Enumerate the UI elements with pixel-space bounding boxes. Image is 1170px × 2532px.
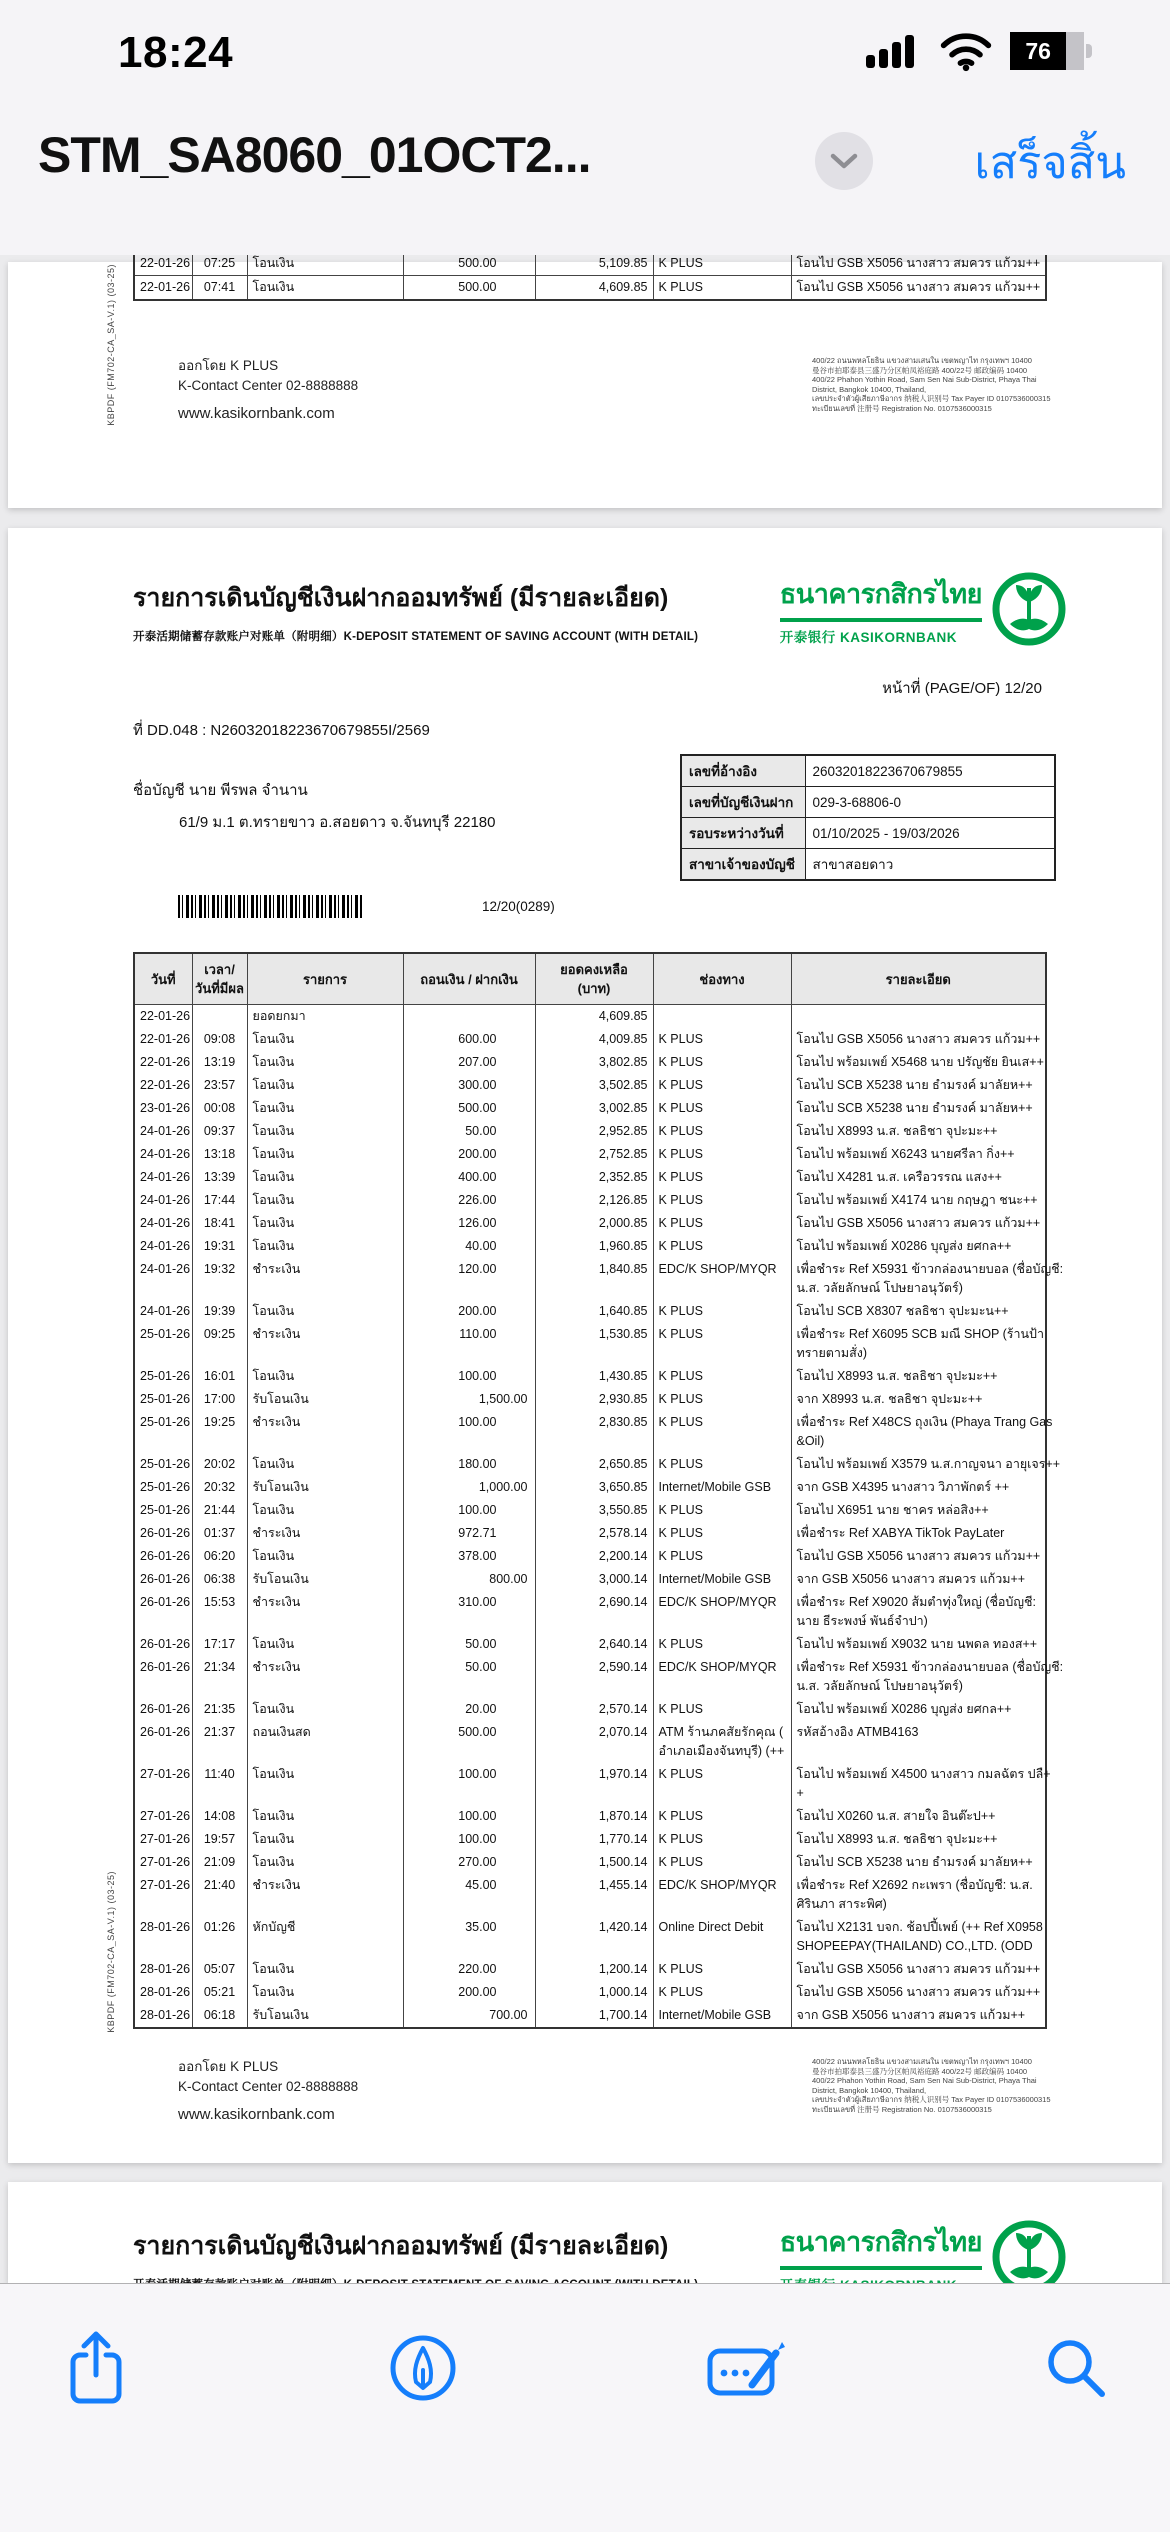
table-row: 27-01-26 21:40 ชำระเงิน 45.00 1,455.14 EDC/K SHOP/MYQR เพื่อชำระ Ref X2692 กะเพรา (ชื่อบัญชี: น.ส. ศิรินภา สาระพิศ) [134,1874,1046,1916]
barcode [178,895,362,918]
share-button[interactable] [58,2326,134,2410]
table-row: 26-01-26 21:37 ถอนเงินสด 500.00 2,070.14 ATM ร้านภคสัยรักคุณ ( อำเภอเมืองจันทบุรี) (++ รหัสอ้างอิง ATMB4163 [134,1721,1046,1763]
battery-icon [1010,31,1094,71]
document-title: STM_SA8060_01OCT2... [38,127,591,183]
table-row: 24-01-26 19:39 โอนเงิน 200.00 1,640.85 K PLUS โอนไป SCB X8307 ชลธิชา จุปะมะน++ [134,1300,1046,1323]
column-header: รายละเอียด [791,953,1046,1005]
table-row: 28-01-26 05:07 โอนเงิน 220.00 1,200.14 K PLUS โอนไป GSB X5056 นางสาว สมควร แก้วม++ [134,1958,1046,1981]
contact-center: K-Contact Center 02-8888888 [178,2079,359,2094]
statement-footer [8,356,1162,422]
table-row: 24-01-26 09:37 โอนเงิน 50.00 2,952.85 K PLUS โอนไป X8993 น.ส. ชลธิชา จุปะมะ++ [134,1120,1046,1143]
battery-percent: 76 [1010,32,1066,70]
table-row: 24-01-26 13:18 โอนเงิน 200.00 2,752.85 K PLUS โอนไป พร้อมเพย์ X6243 นายศรีลา กิ่ง++ [134,1143,1046,1166]
kasikornbank-emblem-icon [992,572,1066,646]
column-header: ช่องทาง [653,953,791,1005]
table-row: 22-01-26 07:41 โอนเงิน 500.00 4,609.85 K PLUS โอนไป GSB X5056 นางสาว สมควร แก้วม++ [134,276,1046,301]
statement-table-page11 [133,250,1047,301]
top-chrome [0,0,1170,255]
form-code-vertical: KBPDF (FM702-CA_SA-V.1) (03-25) [106,264,116,426]
fill-sign-button[interactable] [711,2326,787,2410]
account-info-row: รอบระหว่างวันที่ 01/10/2025 - 19/03/2026 [681,818,1055,849]
form-code-vertical: KBPDF (FM702-CA_SA-V.1) (03-25) [106,1871,116,2033]
table-row: 25-01-26 09:25 ชำระเงิน 110.00 1,530.85 K PLUS เพื่อชำระ Ref X6095 SCB มณี SHOP (ร้านป้า ทรายตามสั่ง) [134,1323,1046,1365]
share-icon [64,2329,128,2407]
kasikornbank-logo [780,572,1066,646]
table-row: 25-01-26 20:02 โอนเงิน 180.00 2,650.85 K PLUS โอนไป พร้อมเพย์ X3579 น.ส.กาญจนา อายุเจร++ [134,1453,1046,1476]
table-row: 23-01-26 00:08 โอนเงิน 500.00 3,002.85 K PLUS โอนไป SCB X5238 นาย ธำมรงค์ มาลัยห++ [134,1097,1046,1120]
table-row: 22-01-26 ยอดยกมา 4,609.85 [134,1005,1046,1029]
table-row: 26-01-26 06:20 โอนเงิน 378.00 2,200.14 K PLUS โอนไป GSB X5056 นางสาว สมควร แก้วม++ [134,1545,1046,1568]
markup-pen-icon [387,2332,459,2404]
pdf-page-13 [8,2182,1162,2283]
bottom-toolbar [0,2283,1170,2532]
bank-address-fineprint: 400/22 ถนนพหลโยธิน แขวงสามเสนใน เขตพญาไท กรุงเทพฯ 10400 曼谷市拍耶泰县三盛乃分区帕凤裕庭路 400/22号 邮政编码 10400 400/22 Phahon Yothin Road, Sam Sen Nai Sub-District, Phaya Thai District, Bangkok 10400, Thailand, เลขประจำตัวผู้เสียภาษีอากร 纳税人识别号 Tax Payer ID 0107536000315 ทะเบียนเลขที่ 注册号 Registration No. 0107536000315 [812,2057,1051,2114]
bank-website: www.kasikornbank.com [178,405,335,422]
table-row: 26-01-26 06:38 รับโอนเงิน 800.00 3,000.14 Internet/Mobile GSB จาก GSB X5056 นางสาว สมควร แก้วม++ [134,1568,1046,1591]
table-row: 25-01-26 21:44 โอนเงิน 100.00 3,550.85 K PLUS โอนไป X6951 นาย ชาคร หล่อสิง++ [134,1499,1046,1522]
bank-address-fineprint: 400/22 ถนนพหลโยธิน แขวงสามเสนใน เขตพญาไท กรุงเทพฯ 10400 曼谷市拍耶泰县三盛乃分区帕凤裕庭路 400/22号 邮政编码 10400 400/22 Phahon Yothin Road, Sam Sen Nai Sub-District, Phaya Thai District, Bangkok 10400, Thailand, เลขประจำตัวผู้เสียภาษีอากร 纳税人识别号 Tax Payer ID 0107536000315 ทะเบียนเลขที่ 注册号 Registration No. 0107536000315 [812,356,1051,413]
search-button[interactable] [1038,2326,1114,2410]
column-header: ยอดคงเหลือ (บาท) [535,953,653,1005]
nav-bar [0,100,1170,255]
bank-website: www.kasikornbank.com [178,2106,335,2123]
transactions-table [133,952,1064,2029]
page-of-label: หน้าที่ (PAGE/OF) 12/20 [882,680,1042,697]
table-row: 26-01-26 01:37 ชำระเงิน 972.71 2,578.14 K PLUS เพื่อชำระ Ref XABYA TikTok PayLater [134,1522,1046,1545]
bank-name-en: 开泰银行 KASIKORNBANK [779,630,958,645]
account-info-table [680,754,1056,881]
table-row: 27-01-26 11:40 โอนเงิน 100.00 1,970.14 K PLUS โอนไป พร้อมเพย์ X4500 นางสาว กมลฉัตร ปลื+ + [134,1763,1046,1805]
table-row: 25-01-26 20:32 รับโอนเงิน 1,000.00 3,650.85 Internet/Mobile GSB จาก GSB X4395 นางสาว วิภาพักตร์ ++ [134,1476,1046,1499]
account-holder-block [133,754,496,881]
table-row: 24-01-26 18:41 โอนเงิน 126.00 2,000.85 K PLUS โอนไป GSB X5056 นางสาว สมควร แก้วม++ [134,1212,1046,1235]
markup-button[interactable] [385,2326,461,2410]
table-row: 24-01-26 13:39 โอนเงิน 400.00 2,352.85 K PLUS โอนไป X4281 น.ส. เครือวรรณ แสง++ [134,1166,1046,1189]
statement-subtitle: 开泰活期储蓄存款账户对账单（附明细）K-DEPOSIT STATEMENT OF SAVING ACCOUNT (WITH DETAIL) [133,631,699,643]
account-info-row: สาขาเจ้าของบัญชี สาขาสอยดาว [681,849,1055,881]
chevron-down-icon [829,151,859,171]
table-row: 24-01-26 19:31 โอนเงิน 40.00 1,960.85 K PLUS โอนไป พร้อมเพย์ X0286 บุญส่ง ยศกล++ [134,1235,1046,1258]
table-row: 22-01-26 13:19 โอนเงิน 207.00 3,802.85 K PLUS โอนไป พร้อมเพย์ X5468 นาย ปรัญชัย ยินเส++ [134,1051,1046,1074]
wifi-icon [938,30,994,72]
account-info-row: เลขที่บัญชีเงินฝาก 029-3-68806-0 [681,787,1055,818]
table-row: 28-01-26 01:26 หักบัญชี 35.00 1,420.14 Online Direct Debit โอนไป X2131 บจก. ช้อปปี้เพย์ (++ Ref X0958 SHOPEEPAY(THAILAND) CO.,LTD. (ODD [134,1916,1046,1958]
pdf-page-11 [8,256,1162,508]
title-menu-button[interactable] [815,132,873,190]
signature-form-icon [706,2333,792,2403]
statement-title: รายการเดินบัญชีเงินฝากออมทรัพย์ (มีรายละเอียด) [133,584,669,612]
table-row: 28-01-26 05:21 โอนเงิน 200.00 1,000.14 K PLUS โอนไป GSB X5056 นางสาว สมควร แก้วม++ [134,1981,1046,2004]
pdf-viewer[interactable] [0,255,1170,2283]
issued-by: ออกโดย K PLUS [178,358,279,373]
table-row: 28-01-26 06:18 รับโอนเงิน 700.00 1,700.14 Internet/Mobile GSB จาก GSB X5056 นางสาว สมควร แก้วม++ [134,2004,1046,2028]
table-row: 22-01-26 07:25 โอนเงิน 500.00 5,109.85 K PLUS โอนไป GSB X5056 นางสาว สมควร แก้วม++ [134,251,1046,276]
column-header: เวลา/ วันที่มีผล [192,953,247,1005]
table-row: 26-01-26 21:35 โอนเงิน 20.00 2,570.14 K PLUS โอนไป พร้อมเพย์ X0286 บุญส่ง ยศกล++ [134,1698,1046,1721]
pdf-page-12 [8,528,1162,2163]
status-time: 18:24 [118,28,234,77]
bank-name-thai: ธนาคารกสิกรไทย [779,2227,982,2257]
table-row: 22-01-26 09:08 โอนเงิน 600.00 4,009.85 K PLUS โอนไป GSB X5056 นางสาว สมควร แก้วม++ [134,1028,1046,1051]
table-row: 25-01-26 19:25 ชำระเงิน 100.00 2,830.85 K PLUS เพื่อชำระ Ref X48CS ถุงเงิน (Phaya Trang Gas &Oil) [134,1411,1046,1453]
account-holder-name: ชื่อบัญชี นาย พีรพล จำนาน [133,782,308,799]
column-header: รายการ [247,953,403,1005]
table-row: 22-01-26 23:57 โอนเงิน 300.00 3,502.85 K PLUS โอนไป SCB X5238 นาย ธำมรงค์ มาลัยห++ [134,1074,1046,1097]
barcode-caption: 12/20(0289) [482,899,555,914]
search-icon [1042,2334,1110,2402]
document-number: ที่ DD.048 : N26032018223670679855I/2569 [133,722,430,739]
table-row: 25-01-26 16:01 โอนเงิน 100.00 1,430.85 K PLUS โอนไป X8993 น.ส. ชลธิชา จุปะมะ++ [134,1365,1046,1388]
table-row: 24-01-26 17:44 โอนเงิน 226.00 2,126.85 K PLUS โอนไป พร้อมเพย์ X4174 นาย กฤษฎา ชนะ++ [134,1189,1046,1212]
table-row: 27-01-26 21:09 โอนเงิน 270.00 1,500.14 K PLUS โอนไป SCB X5238 นาย ธำมรงค์ มาลัยห++ [134,1851,1046,1874]
done-button[interactable]: เสร็จสิ้น [974,137,1126,188]
table-row: 24-01-26 19:32 ชำระเงิน 120.00 1,840.85 EDC/K SHOP/MYQR เพื่อชำระ Ref X5931 ข้าวกล่องนายบอล (ชื่อบัญชี: น.ส. วลัยลักษณ์ โปษยาอนุวัตร์) [134,1258,1046,1300]
status-bar [0,0,1170,100]
column-header: ถอนเงิน / ฝากเงิน [403,953,535,1005]
account-info-row: เลขที่อ้างอิง 26032018223670679855 [681,755,1055,787]
statement-footer [8,2057,1162,2163]
table-row: 26-01-26 17:17 โอนเงิน 50.00 2,640.14 K PLUS โอนไป พร้อมเพย์ X9032 นาย นพดล ทองส++ [134,1633,1046,1656]
cellular-signal-icon [866,31,922,71]
table-row: 27-01-26 14:08 โอนเงิน 100.00 1,870.14 K PLUS โอนไป X0260 น.ส. สายใจ อินต๊ะป++ [134,1805,1046,1828]
table-row: 26-01-26 15:53 ชำระเงิน 310.00 2,690.14 EDC/K SHOP/MYQR เพื่อชำระ Ref X9020 ส้มตำทุ่งใหญ่ (ชื่อบัญชี: นาย ธีระพงษ์ พันธ์จำปา) [134,1591,1046,1633]
table-row: 27-01-26 19:57 โอนเงิน 100.00 1,770.14 K PLUS โอนไป X8993 น.ส. ชลธิชา จุปะมะ++ [134,1828,1046,1851]
contact-center: K-Contact Center 02-8888888 [178,378,359,393]
statement-title: รายการเดินบัญชีเงินฝากออมทรัพย์ (มีรายละเอียด) [133,2232,669,2260]
account-holder-address: 61/9 ม.1 ต.ทรายขาว อ.สอยดาว จ.จันทบุรี 22180 [179,814,496,831]
issued-by: ออกโดย K PLUS [178,2059,279,2074]
table-row: 25-01-26 17:00 รับโอนเงิน 1,500.00 2,930.85 K PLUS จาก X8993 น.ส. ชลธิชา จุปะมะ++ [134,1388,1046,1411]
column-header: วันที่ [134,953,192,1005]
statement-title-block [133,578,698,646]
table-row: 26-01-26 21:34 ชำระเงิน 50.00 2,590.14 EDC/K SHOP/MYQR เพื่อชำระ Ref X5931 ข้าวกล่องนายบอล (ชื่อบัญชี: น.ส. วลัยลักษณ์ โปษยาอนุวัตร์) [134,1656,1046,1698]
bank-name-thai: ธนาคารกสิกรไทย [779,579,982,609]
